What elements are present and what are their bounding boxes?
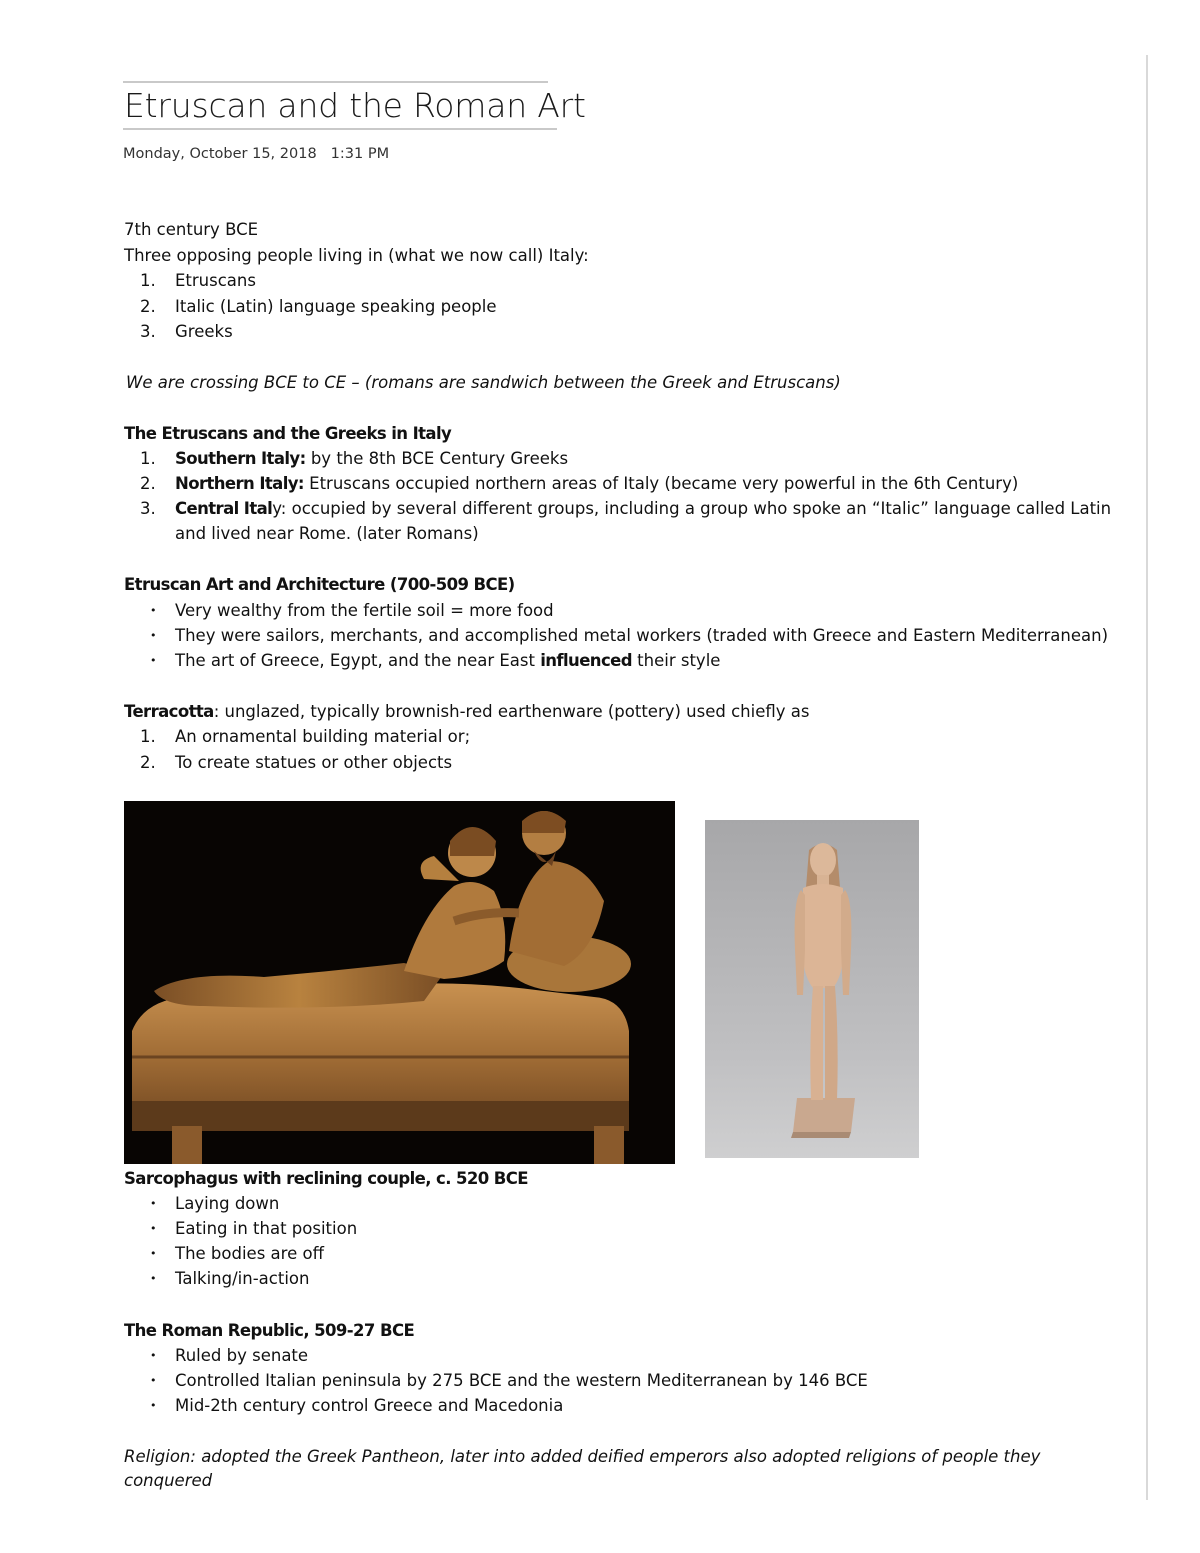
bullet-item: Talking/in-action [175,1269,310,1288]
title-rule-bottom [123,128,557,130]
sarcophagus-caption: Sarcophagus with reclining couple, c. 520 BCE [124,1169,528,1188]
bullet-dot: • [150,1399,157,1412]
bullet-item: Eating in that position [175,1219,358,1238]
section-heading-republic: The Roman Republic, 509-27 BCE [124,1321,415,1340]
list-number: 1. [140,271,156,290]
terracotta-definition: Terracotta: unglazed, typically brownish-red earthenware (pottery) used chiefly as [124,702,810,721]
list-item-continuation: and lived near Rome. (later Romans) [175,524,479,543]
list-number: 3. [140,322,156,341]
section-heading-greeks: The Etruscans and the Greeks in Italy [124,424,452,443]
bullet-item: Very wealthy from the fertile soil = more food [175,601,554,620]
list-number: 1. [140,449,156,468]
list-item: Southern Italy: by the 8th BCE Century Greeks [175,449,569,468]
page-time: 1:31 PM [330,146,390,162]
bullet-item: Laying down [175,1194,280,1213]
intro-note: We are crossing BCE to CE – (romans are sandwich between the Greek and Etruscans) [126,373,841,392]
bullet-item: The art of Greece, Egypt, and the near East influenced their style [175,651,721,670]
bullet-dot: • [150,1374,157,1387]
page-title: Etruscan and the Roman Art [124,86,586,125]
intro-line-peoples: Three opposing people living in (what we now call) Italy: [124,246,589,265]
list-number: 3. [140,499,156,518]
bullet-dot: • [150,1247,157,1260]
list-number: 2. [140,753,156,772]
page-date: Monday, October 15, 2018 [123,146,317,162]
list-item: Italic (Latin) language speaking people [175,297,497,316]
kouros-statue-image [705,820,919,1158]
list-item: To create statues or other objects [175,753,453,772]
list-number: 1. [140,727,156,746]
bullet-dot: • [150,1272,157,1285]
bullet-item: Ruled by senate [175,1346,309,1365]
list-item: Greeks [175,322,233,341]
bullet-item: They were sailors, merchants, and accomplished metal workers (traded with Greece and Eastern Mediterranean) [175,626,1109,645]
religion-note: Religion: adopted the Greek Pantheon, later into added deified emperors also adopted religions of people they [124,1447,1041,1466]
bullet-dot: • [150,629,157,642]
intro-line-century: 7th century BCE [124,220,259,239]
list-number: 2. [140,474,156,493]
bullet-dot: • [150,1349,157,1362]
page-edge-divider [1146,55,1148,1500]
religion-note-continuation: conquered [124,1471,213,1490]
bullet-item: Controlled Italian peninsula by 275 BCE and the western Mediterranean by 146 BCE [175,1371,868,1390]
bullet-dot: • [150,1222,157,1235]
bullet-item: Mid-2th century control Greece and Macedonia [175,1396,564,1415]
bullet-dot: • [150,604,157,617]
section-heading-art: Etruscan Art and Architecture (700-509 BCE) [124,575,515,594]
bullet-dot: • [150,654,157,667]
list-number: 2. [140,297,156,316]
list-item: Northern Italy: Etruscans occupied northern areas of Italy (became very powerful in the 6th Century) [175,474,1019,493]
page-datetime [123,146,389,162]
bullet-dot: • [150,1197,157,1210]
sarcophagus-image [124,801,675,1164]
list-item: Central Italy: occupied by several different groups, including a group who spoke an “Italic” language called Latin [175,499,1112,518]
list-item: Etruscans [175,271,256,290]
list-item: An ornamental building material or; [175,727,471,746]
bullet-item: The bodies are off [175,1244,324,1263]
title-rule-top [123,81,548,83]
